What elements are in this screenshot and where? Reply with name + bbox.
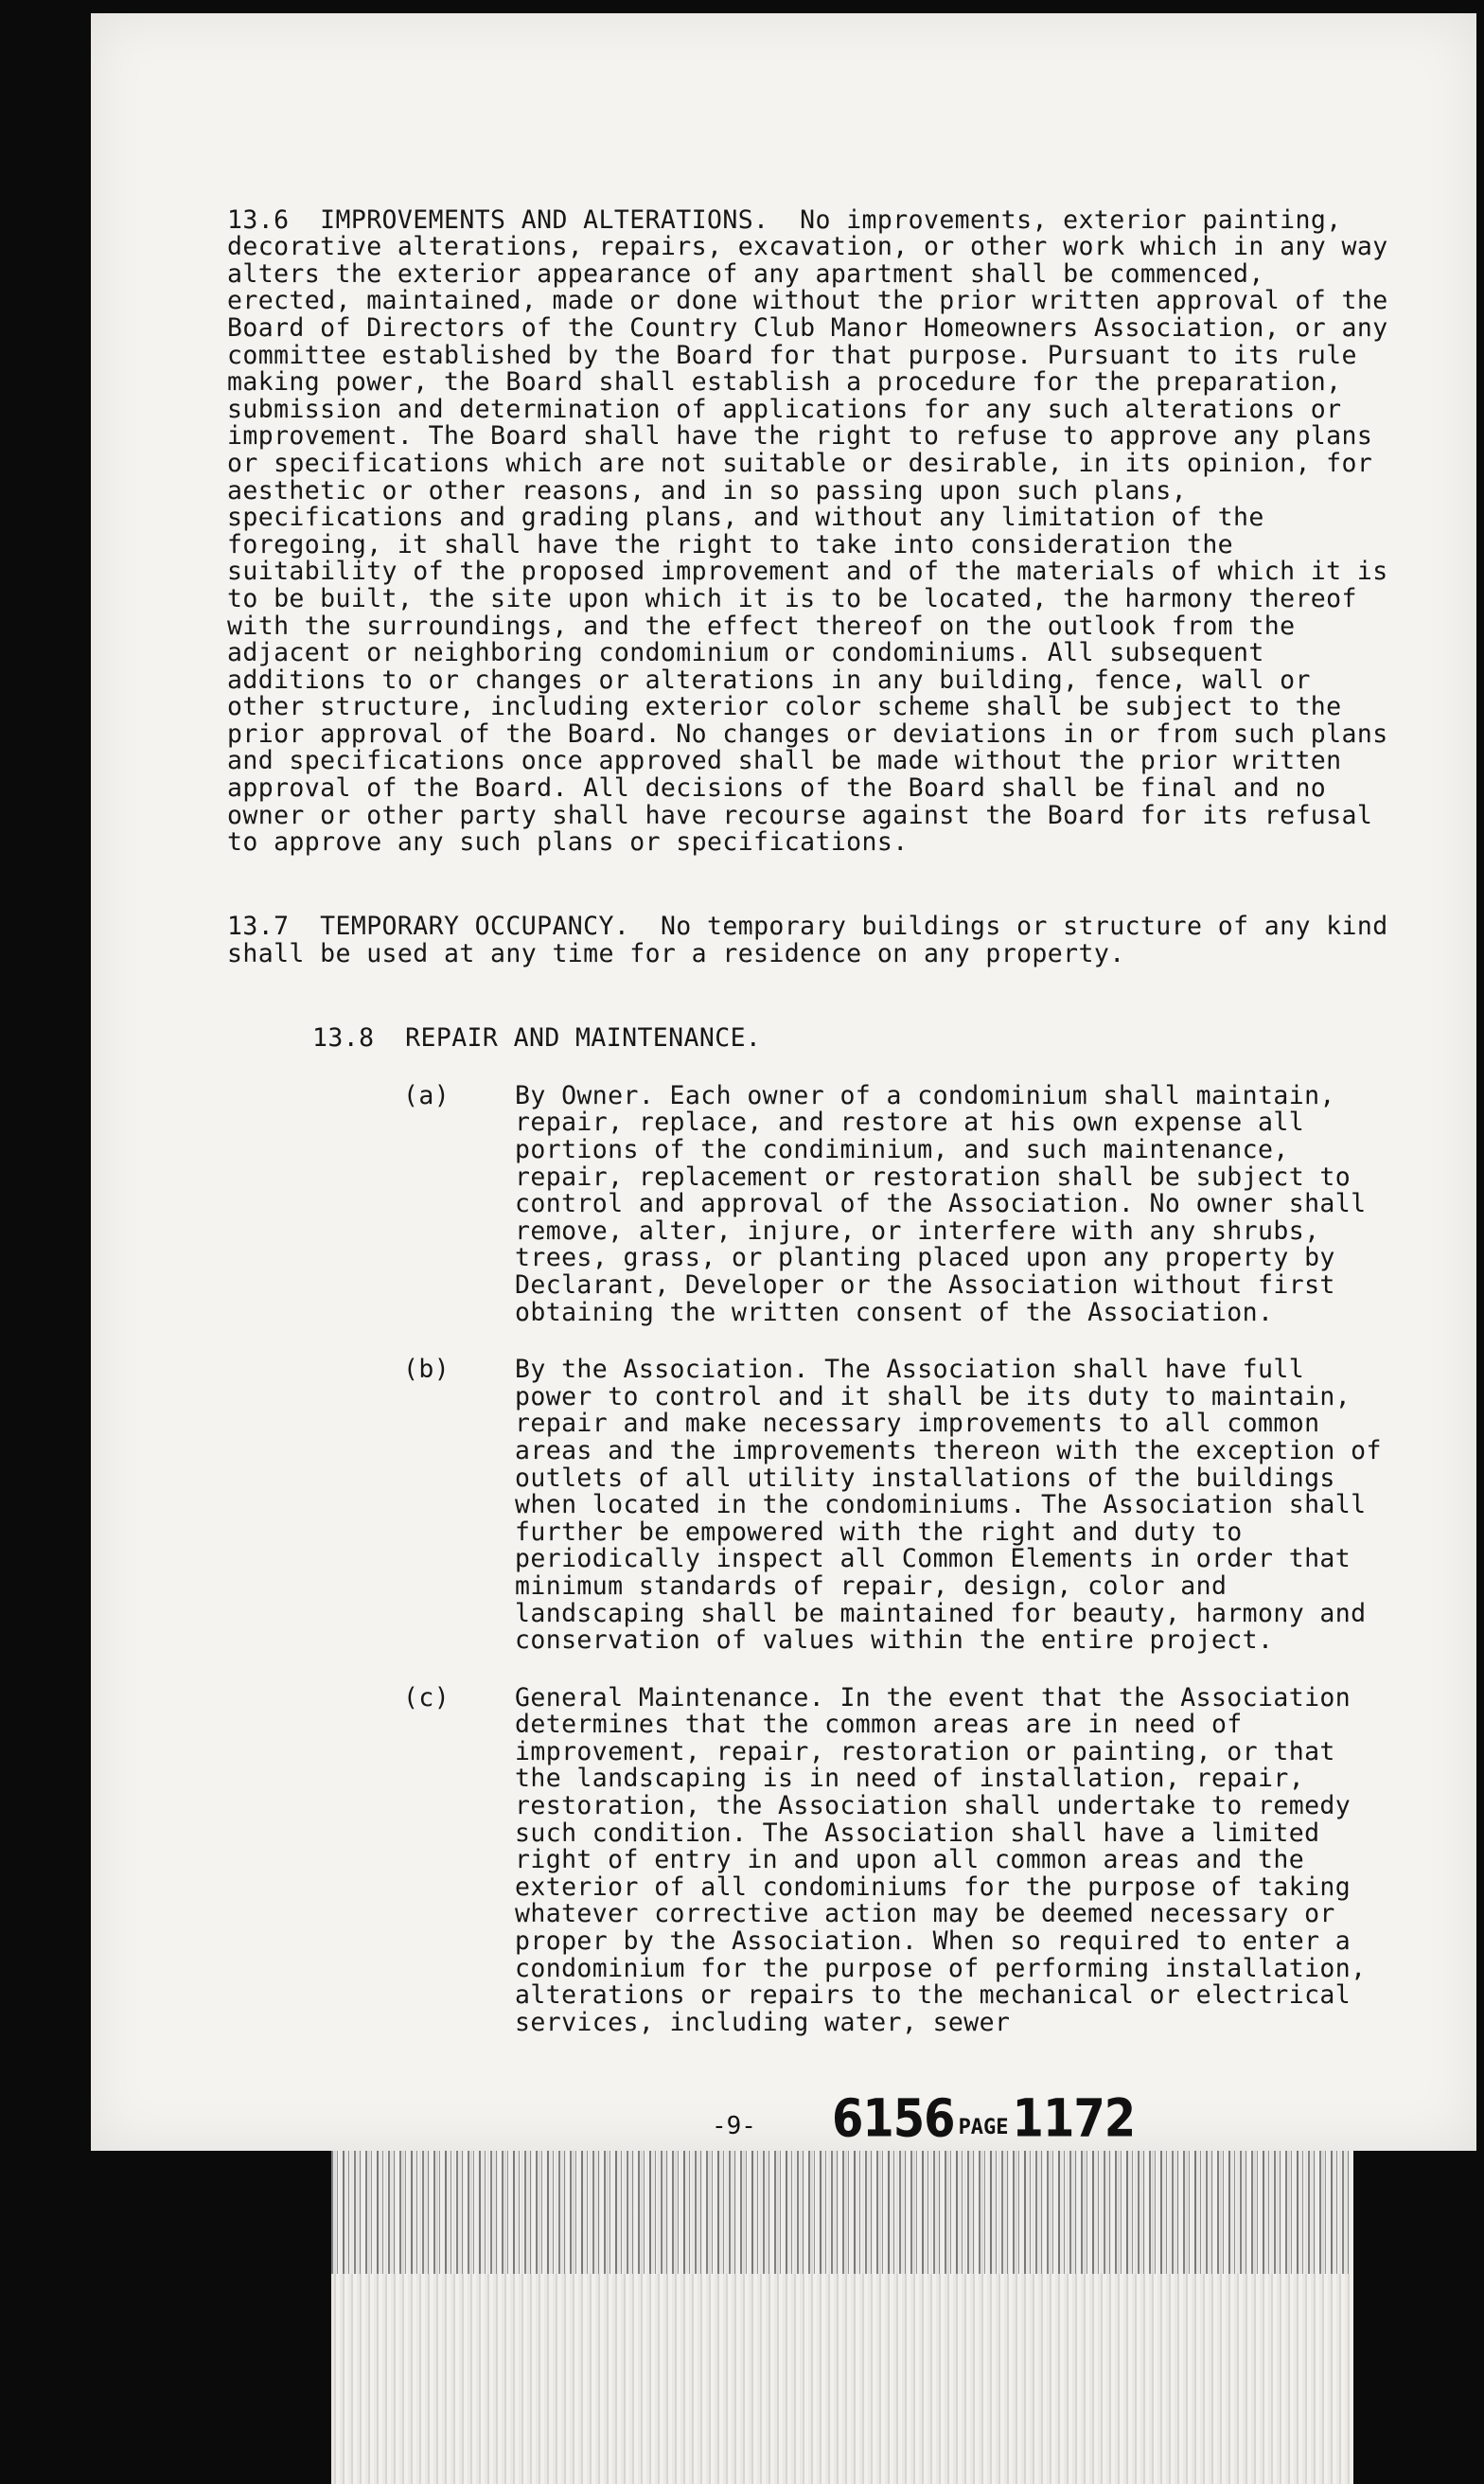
section-13-8-heading-line [227,999,1391,1053]
section-13-7-heading: TEMPORARY OCCUPANCY. [320,912,630,942]
document-body [227,180,1391,2036]
section-13-7 [227,887,1391,968]
list-item-label: (b) [403,1355,450,1385]
page-number: -9- [712,2112,756,2140]
list-item-label: (c) [403,1682,450,1712]
scan-noise-strip [331,2151,1353,2274]
list-item-a [227,1080,1391,1327]
book-page-separator: PAGE [958,2116,1009,2139]
section-13-7-number: 13.7 [227,912,290,942]
section-13-8-number: 13.8 [312,1023,375,1054]
list-item-text: By Owner. Each owner of a condominium shall maintain, repair, replace, and restore at his own expense all portions of the condiminium, and such maintenance, repair, replacement or restoration shall be subject to control and approval of the Association. No owner shall remove, alter, injure, or interfere with any shrubs, trees, grass, or planting placed upon any property by Declarant, Developer or the Association without first obtaining the written consent of the Association. [515,1080,1367,1327]
section-13-7-text: No temporary buildings or structure of any kind shall be used at any time for a residence on any property. [227,912,1388,969]
list-item-c [227,1682,1391,2037]
list-item-text: General Maintenance. In the event that the Association determines that the common areas are in need of improvement, repair, restoration or painting, or that the landscaping is in need of installation, repair, restoration, the Association shall undertake to remedy such condition. The Association shall have a limited right of entry in and upon all common areas and the exterior of all condominiums for the purpose of taking whatever corrective action may be deemed necessary or proper by the Association. When so required to enter a condominium for the purpose of performing installation, alterations or repairs to the mechanical or electrical services, including water, sewer [515,1682,1367,2037]
list-item-text: By the Association. The Association shall have full power to control and it shall be its duty to maintain, repair and make necessary improvements to all common areas and the improvements thereon with the exception of outlets of all utility installations of the buildings when located in the condominiums. The Association shall further be empowered with the right and duty to periodically inspect all Common Elements in order that minimum standards of repair, design, color and landscaping shall be maintained for beauty, harmony and conservation of values within the entire project. [515,1355,1382,1656]
list-item-label: (a) [403,1080,450,1110]
page-footer [712,2087,1136,2150]
section-13-6-text: No improvements, exterior painting, decorative alterations, repairs, excavation, or other work which in any way alters the exterior appearance of any apartment shall be commenced, erected, maintained, made or done without the prior written approval of the Board of Directors of the Country Club Manor Homeowners Association, or any committee established by the Board for that purpose. Pursuant to its rule making power, the Board shall establish a procedure for the preparation, submission and determination of applications for any such alterations or improvement. The Board shall have the right to refuse to approve any plans or specifications which are not suitable or desirable, in its opinion, for aesthetic or other reasons, and in so passing upon such plans, specifications and grading plans, and without any limitation of the foregoing, it shall have the right to take into consideration the suitability of the proposed improvement and of the materials of which it is to be built, the site upon which it is to be located, the harmony thereof with the surroundings, and the effect thereof on the outlook from the adjacent or neighboring condominium or condominiums. All subsequent additions to or changes or alterations in any building, fence, wall or other structure, including exterior color scheme shall be subject to the prior approval of the Board. No changes or deviations in or from such plans and specifications once approved shall be made without the prior written approval of the Board. All decisions of the Board shall be final and no owner or other party shall have recourse against the Board for its refusal to approve any such plans or specifications. [227,204,1388,858]
recorded-page-stamp: 1172 [1012,2087,1136,2150]
section-13-6-number: 13.6 [227,204,290,235]
section-13-6-heading: IMPROVEMENTS AND ALTERATIONS. [320,204,769,235]
list-item-b [227,1357,1391,1655]
section-13-6 [227,180,1391,857]
book-number-stamp: 6156 [831,2087,955,2150]
section-13-8-heading: REPAIR AND MAINTENANCE. [405,1023,762,1054]
